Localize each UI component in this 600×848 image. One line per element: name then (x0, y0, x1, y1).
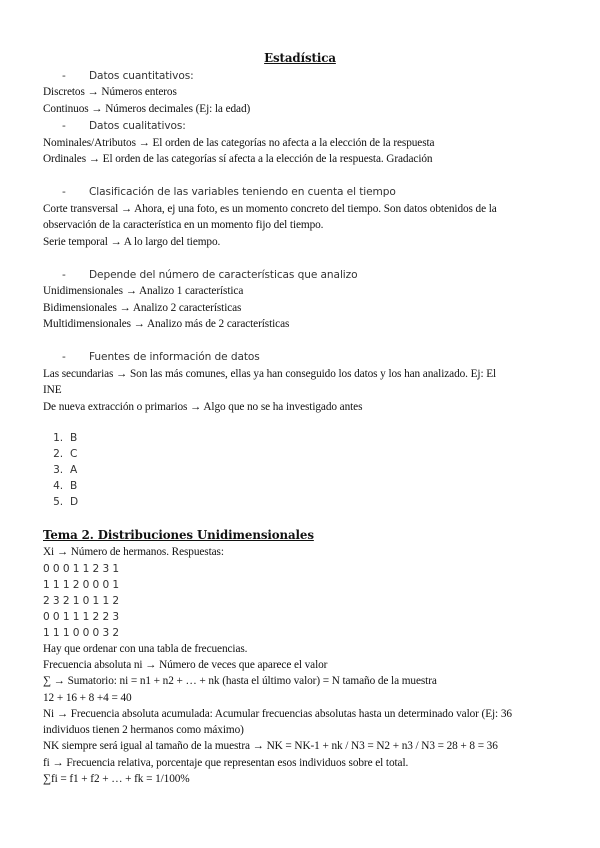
data-row: 0 0 1 1 1 2 2 3 (43, 611, 119, 623)
data-row: 2 3 2 1 0 1 1 2 (43, 595, 119, 607)
text-line: Ordinales → El orden de las categorías sí afecta a la elección de la respuesta. Gradación (43, 153, 433, 165)
text-line: Frecuencia absoluta ni → Número de veces que aparece el valor (43, 659, 328, 671)
section-heading-tiempo: - Clasificación de las variables teniendo en cuenta el tiempo (62, 186, 396, 198)
text-line: De nueva extracción o primarios → Algo que no se ha investigado antes (43, 401, 363, 413)
data-row: 1 1 1 2 0 0 0 1 (43, 579, 119, 591)
text-line: Nominales/Atributos → El orden de las categorías no afecta a la elección de la respuesta (43, 137, 435, 149)
text-line: INE (43, 384, 62, 396)
text-line: Unidimensionales → Analizo 1 característica (43, 285, 244, 297)
text-line: Las secundarias → Son las más comunes, ellas ya han conseguido los datos y los han analizado. Ej: El (43, 368, 497, 380)
list-item: 2. C (53, 448, 78, 460)
text-line: ∑ → Sumatorio: ni = n1 + n2 + … + nk (hasta el último valor) = N tamaño de la muestra (43, 675, 437, 687)
text-line: Discretos → Números enteros (43, 86, 177, 98)
text-line: Corte transversal → Ahora, ej una foto, es un momento concreto del tiempo. Son datos obtenidos de la (43, 203, 497, 215)
section-heading-caracteristicas: - Depende del número de características que analizo (62, 269, 358, 281)
section-heading-cuantitativos: - Datos cuantitativos: (62, 70, 194, 82)
page-title: Estadística (264, 51, 336, 65)
text-line: Multidimensionales → Analizo más de 2 características (43, 318, 290, 330)
text-line: Bidimensionales → Analizo 2 características (43, 302, 242, 314)
text-line: Ni → Frecuencia absoluta acumulada: Acumular frecuencias absolutas hasta un determinado valor (Ej: 36 (43, 708, 512, 720)
list-item: 4. B (53, 480, 78, 492)
text-line: Serie temporal → A lo largo del tiempo. (43, 236, 221, 248)
text-line: Continuos → Números decimales (Ej: la edad) (43, 103, 251, 115)
data-row: 1 1 1 0 0 0 3 2 (43, 627, 119, 639)
text-line: individuos tienen 2 hermanos como máximo) (43, 724, 244, 736)
section-heading-cualitativos: - Datos cualitativos: (62, 120, 186, 132)
text-line: NK siempre será igual al tamaño de la muestra → NK = NK-1 + nk / N3 = N2 + n3 / N3 = 28 + 8 = 36 (43, 740, 498, 752)
text-line: Xi → Número de hermanos. Respuestas: (43, 546, 224, 558)
list-item: 3. A (53, 464, 78, 476)
text-line: observación de la característica en un momento fijo del tiempo. (43, 219, 324, 231)
data-row: 0 0 0 1 1 2 3 1 (43, 563, 119, 575)
tema-heading: Tema 2. Distribuciones Unidimensionales (43, 528, 314, 542)
text-line: fi → Frecuencia relativa, porcentaje que representan esos individuos sobre el total. (43, 757, 409, 769)
section-heading-fuentes: - Fuentes de información de datos (62, 351, 260, 363)
text-line: ∑fi = f1 + f2 + … + fk = 1/100% (43, 773, 190, 785)
text-line: 12 + 16 + 8 +4 = 40 (43, 692, 132, 704)
list-item: 5. D (53, 496, 79, 508)
list-item: 1. B (53, 432, 78, 444)
text-line: Hay que ordenar con una tabla de frecuencias. (43, 643, 248, 655)
